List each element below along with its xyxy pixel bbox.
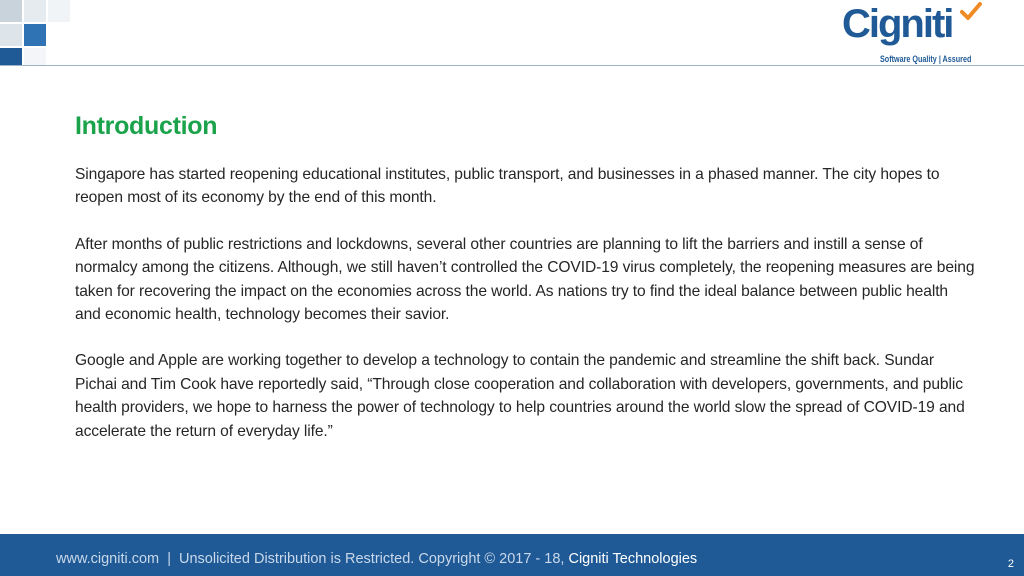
- paragraph-2: After months of public restrictions and lockdowns, several other countries are planning to lift the barriers and instill a sense of normalcy among the citizens. Although, we still haven’t controlled the COVID-19 virus completely, the reopening measures are being taken for recovering the impact on the economies across the world. As nations try to find the ideal balance between public health and economic health, technology becomes their savior.: [75, 235, 975, 324]
- brand-logo: [842, 2, 1002, 66]
- page-number: 2: [1007, 558, 1014, 570]
- footer-company: Cigniti Technologies: [568, 551, 698, 567]
- footer-text: [56, 551, 697, 567]
- brand-name: Cigniti: [842, 2, 953, 46]
- brand-tagline: Software Quality | Assured: [880, 54, 972, 64]
- slide-title: Introduction: [75, 112, 218, 140]
- paragraph-3: Google and Apple are working together to develop a technology to contain the pandemic and streamline the shift back. Sundar Pichai and Tim Cook have reportedly said, “Through close cooperation and collaboration with developers, governments, and public health providers, we hope to harness the power of technology to help countries around the world slow the spread of COVID-19 and accelerate the return of everyday life.”: [75, 352, 965, 440]
- checkmark-icon: [960, 2, 982, 22]
- footer-copyright: www.cigniti.com | Unsolicited Distribution is Restricted. Copyright © 2017 - 18,: [56, 551, 569, 567]
- slide-content: [75, 112, 975, 466]
- decorative-squares: [0, 0, 80, 66]
- paragraph-1: Singapore has started reopening educational institutes, public transport, and businesses in a phased manner. The city hopes to reopen most of its economy by the end of this month.: [75, 166, 940, 207]
- footer-bar: [0, 534, 1024, 576]
